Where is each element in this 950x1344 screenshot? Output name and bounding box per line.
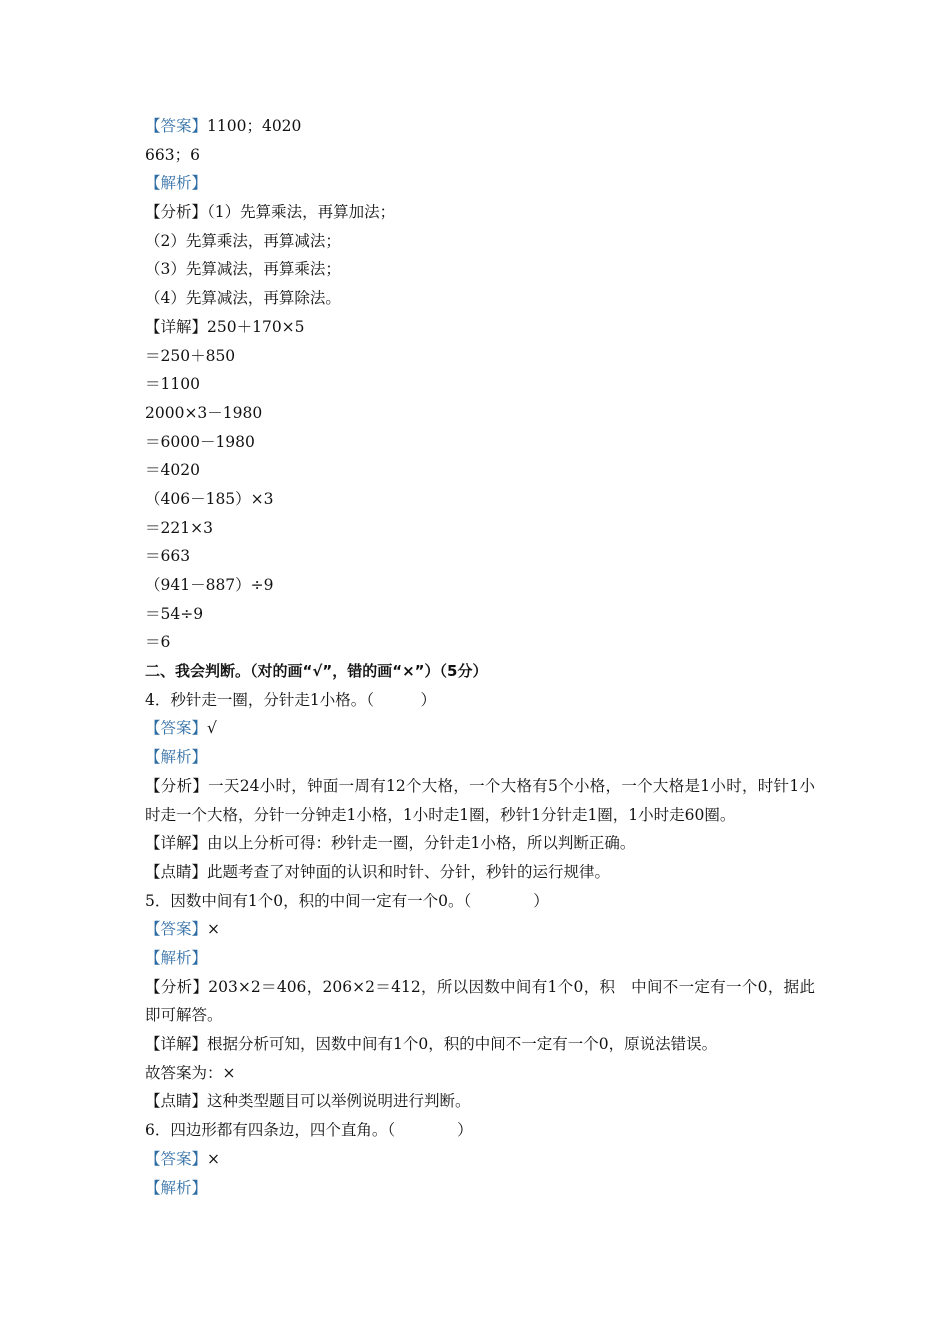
section-heading: 二、我会判断。（对的画“√”，错的画“×”）（5分）: [145, 662, 488, 681]
answer-tag: 【答案】: [145, 920, 208, 939]
q3-fenxi-line-3: （3）先算减法，再算乘法；: [145, 260, 341, 279]
q5-conclusion: 故答案为：×: [145, 1063, 236, 1082]
dianjing-tag: 【点睛】: [145, 1092, 208, 1111]
xiangjie-tag: 【详解】: [145, 1035, 208, 1054]
calc-step: ＝1100: [145, 375, 200, 394]
answer-text: ×: [207, 1149, 221, 1168]
q3-answer-line: [145, 112, 815, 141]
xiangjie-tag: 【详解】: [145, 317, 208, 336]
xiangjie-tag: 【详解】: [145, 834, 208, 853]
q5-dianjing-line: 【点睛】这种类型题目可以举例说明进行判断。: [145, 1092, 471, 1111]
answer-tag: 【答案】: [145, 117, 208, 135]
calc-step: ＝663: [145, 547, 191, 566]
fenxi-tag: 【分析】: [145, 977, 209, 996]
q6-answer-line: [145, 1145, 815, 1174]
answer-text: ×: [207, 920, 221, 939]
calc-step: ＝4020: [145, 461, 200, 480]
q4-dianjing-line: 【点睛】此题考查了对钟面的认识和时针、分针，秒针的运行规律。: [145, 862, 611, 881]
answer-text: √: [207, 719, 217, 738]
q3-fenxi-line-4: （4）先算减法，再算除法。: [145, 289, 341, 308]
calc-step: （406－185）×3: [145, 489, 274, 508]
fenxi-tag: 【分析】: [145, 776, 209, 795]
calc-step: ＝6000－1980: [145, 432, 255, 451]
q3-answer-line-2: 663；6: [145, 145, 200, 164]
q4-fenxi-paragraph: 【分析】一天24小时，钟面一周有12个大格，一个大格有5个小格，一个大格是1小时，时针1小时走一个大格，分针一分钟走1小格，1小时走1圈，秒针1分针走1圈，1小时走60圈。: [145, 776, 815, 824]
q3-fenxi-line-1: 【分析】（1）先算乘法，再算加法；: [145, 203, 396, 222]
answer-text: 1100；4020: [207, 117, 302, 135]
analysis-tag: 【解析】: [145, 748, 208, 767]
q5-xiangjie-line: 【详解】根据分析可知，因数中间有1个0，积的中间不一定有一个0，原说法错误。: [145, 1035, 718, 1054]
q3-fenxi-line-2: （2）先算乘法，再算减法；: [145, 231, 341, 250]
calc-step: ＝54÷9: [145, 604, 204, 623]
analysis-tag: 【解析】: [145, 948, 208, 967]
q5-answer-line: [145, 915, 815, 944]
q3-xiangjie-line: 【详解】250＋170×5: [145, 317, 305, 336]
q4-answer-line: [145, 714, 815, 743]
q4-question: 4．秒针走一圈，分针走1小格。（ ）: [145, 690, 436, 709]
answer-tag: 【答案】: [145, 719, 208, 738]
fenxi-tag: 【分析】: [145, 203, 208, 222]
calc-step: ＝221×3: [145, 518, 213, 537]
calc-step: ＝6: [145, 633, 171, 652]
q6-question: 6．四边形都有四条边，四个直角。（ ）: [145, 1121, 473, 1140]
q4-xiangjie-line: 【详解】由以上分析可得：秒针走一圈，分针走1小格，所以判断正确。: [145, 834, 636, 853]
calc-step: 2000×3－1980: [145, 403, 263, 422]
calc-step: （941－887）÷9: [145, 576, 274, 594]
q5-question: 5．因数中间有1个0，积的中间一定有一个0。（ ）: [145, 891, 549, 910]
analysis-tag: 【解析】: [145, 1178, 208, 1197]
analysis-tag: 【解析】: [145, 174, 208, 193]
dianjing-tag: 【点睛】: [145, 862, 208, 881]
document-page: [145, 112, 815, 1202]
answer-tag: 【答案】: [145, 1149, 208, 1168]
calc-step: ＝250＋850: [145, 346, 236, 365]
q5-fenxi-paragraph: 【分析】203×2＝406，206×2＝412，所以因数中间有1个0，积 中间不一定有一个0，据此即可解答。: [145, 977, 815, 1025]
